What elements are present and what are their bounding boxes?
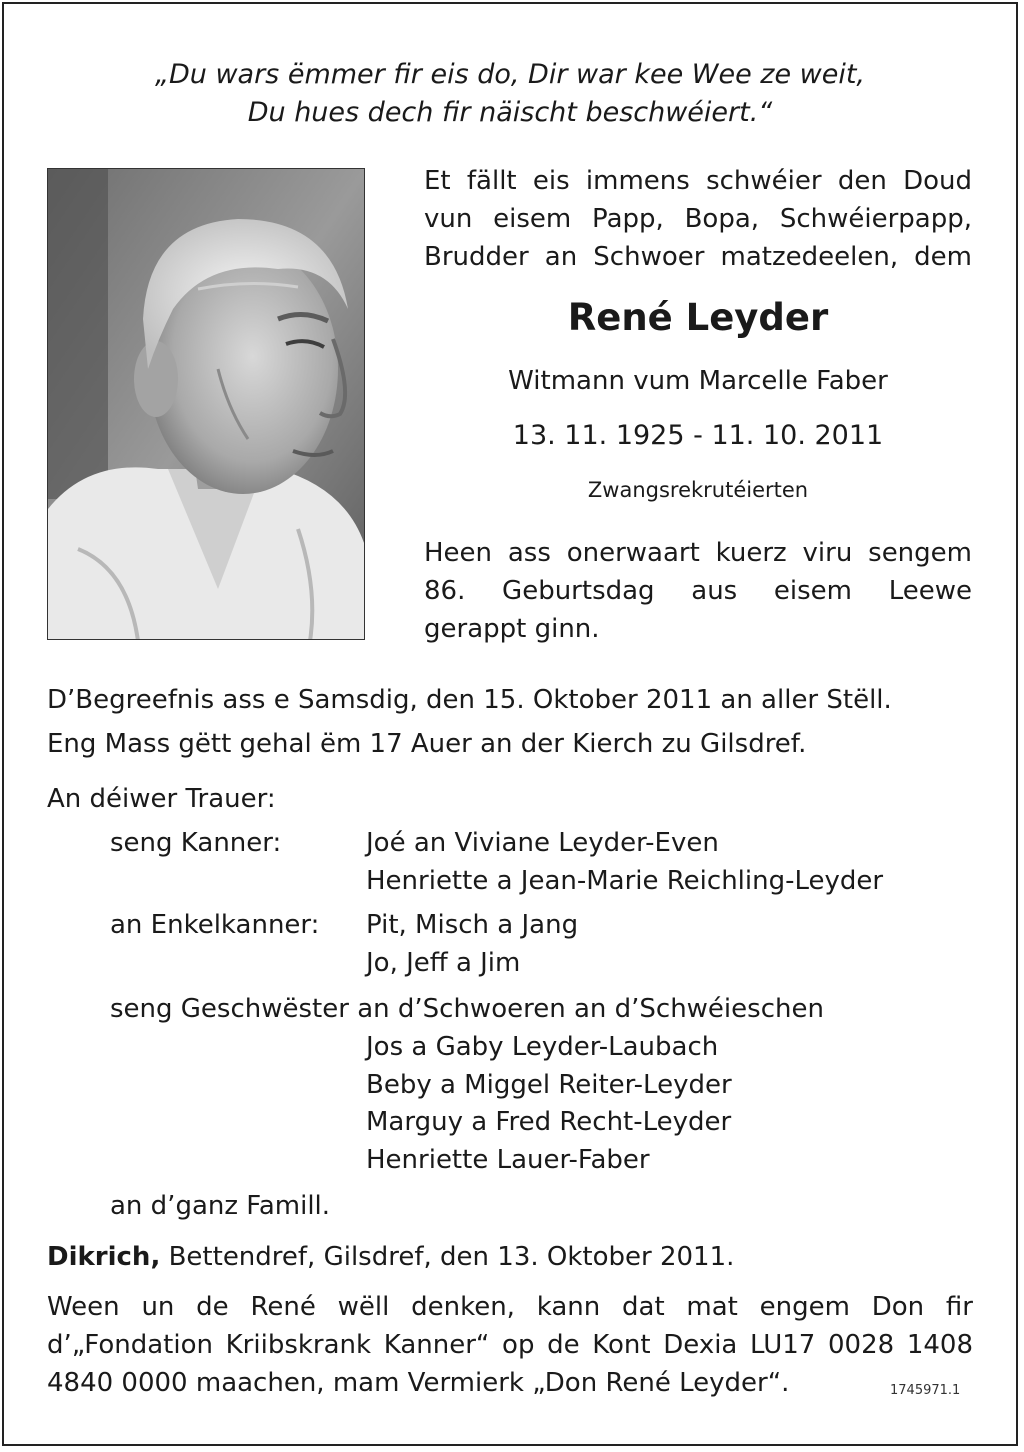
- donation-line-2: d’„Fondation Kriibskrank Kanner“ op de Kont Dexia LU17 0028 1408: [47, 1330, 973, 1360]
- grandchildren-label: an Enkelkanner:: [110, 910, 320, 940]
- reference-number: 1745971.1: [890, 1383, 961, 1398]
- siblings-item-2: Beby a Miggel Reiter-Leyder: [366, 1070, 732, 1100]
- funeral-line-1: D’Begreefnis ass e Samsdig, den 15. Oktober 2011 an aller Stëll.: [47, 685, 892, 715]
- donation-line-3: 4840 0000 maachen, mam Vermierk „Don René Leyder“.: [47, 1368, 790, 1398]
- siblings-item-3: Marguy a Fred Recht-Leyder: [366, 1107, 732, 1137]
- opening-quote: [0, 56, 1020, 132]
- intro-line-1: Et fällt eis immens schwéier den Doud: [424, 166, 972, 196]
- passing-line-2: 86. Geburtsdag aus eisem Leewe: [424, 576, 972, 606]
- funeral-info: [47, 678, 892, 766]
- portrait-photo: [47, 168, 365, 640]
- place-date-line: [47, 1242, 734, 1272]
- intro-line-2: vun eisem Papp, Bopa, Schwéierpapp,: [424, 204, 972, 234]
- deceased-name: René Leyder: [567, 296, 829, 339]
- quote-line-1: „Du wars ëmmer fir eis do, Dir war kee Wee ze weit,: [154, 59, 866, 90]
- children-item-1: Joé an Viviane Leyder-Even: [366, 828, 719, 858]
- intro-line-3: Brudder an Schwoer matzedeelen, dem: [424, 242, 972, 272]
- children-label: seng Kanner:: [110, 828, 282, 858]
- siblings-item-1: Jos a Gaby Leyder-Laubach: [366, 1032, 719, 1062]
- intro-paragraph: [424, 162, 972, 276]
- funeral-line-2: Eng Mass gëtt gehal ëm 17 Auer an der Kierch zu Gilsdref.: [47, 729, 807, 759]
- place-rest: Bettendref, Gilsdref, den 13. Oktober 2011.: [168, 1242, 735, 1272]
- donation-paragraph: [47, 1288, 973, 1402]
- passing-line-3: gerappt ginn.: [424, 614, 600, 644]
- status-note: Zwangsrekrutéierten: [587, 478, 809, 502]
- children-item-2: Henriette a Jean-Marie Reichling-Leyder: [366, 866, 884, 896]
- donation-line-1: Ween un de René wëll denken, kann dat mat engem Don fir: [47, 1292, 973, 1322]
- grandchildren-item-2: Jo, Jeff a Jim: [366, 948, 521, 978]
- siblings-label: seng Geschwëster an d’Schwoeren an d’Schwéieschen: [110, 994, 824, 1024]
- family-line: an d’ganz Famill.: [110, 1191, 331, 1221]
- siblings-item-4: Henriette Lauer-Faber: [366, 1145, 650, 1175]
- life-dates: 13. 11. 1925 - 11. 10. 2011: [512, 420, 884, 451]
- quote-line-2: Du hues dech fir näischt beschwéiert.“: [247, 97, 773, 128]
- grandchildren-item-1: Pit, Misch a Jang: [366, 910, 579, 940]
- passing-paragraph: [424, 534, 972, 648]
- mourners-heading: An déiwer Trauer:: [47, 784, 276, 814]
- place-city: Dikrich,: [47, 1242, 161, 1272]
- widow-of: Witmann vum Marcelle Faber: [508, 366, 888, 396]
- passing-line-1: Heen ass onerwaart kuerz viru sengem: [424, 538, 972, 568]
- portrait-illustration: [48, 169, 365, 640]
